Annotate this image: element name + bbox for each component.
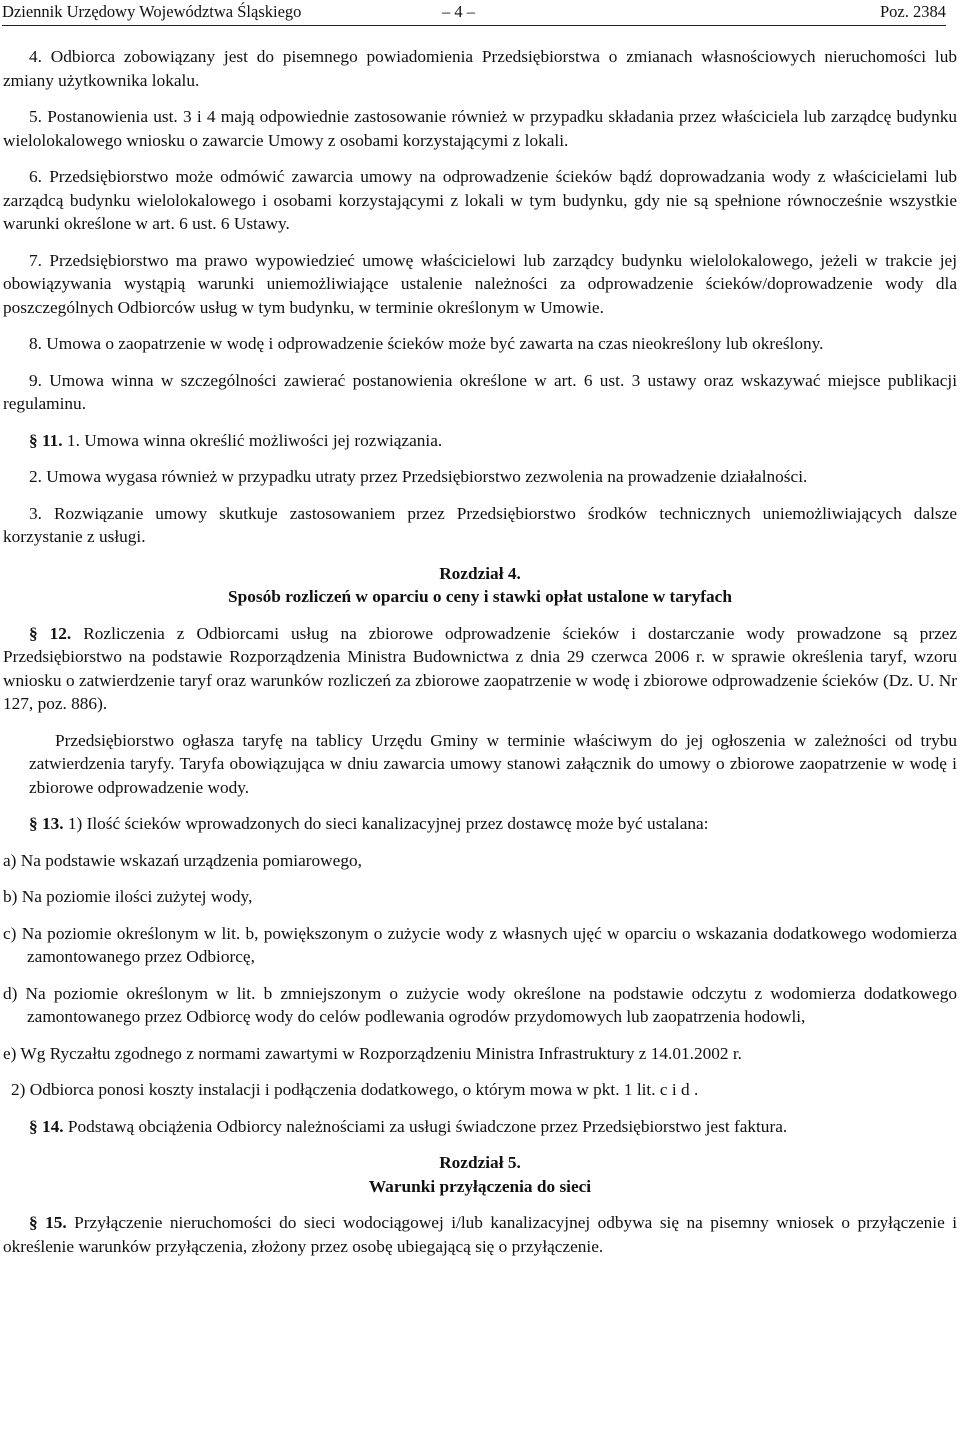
header-divider: [2, 25, 946, 26]
section-12-text: Rozliczenia z Odbiorcami usług na zbiorowe odprowadzenie ścieków i dostarczanie wody prowadzone są przez Przedsiębiorstwo na podstawie Rozporządzenia Ministra Budownictwa z dnia 29 czerwca 2006 r. w sprawie określenia taryf, wzoru wniosku o zatwierdzenie taryf oraz warunków rozliczeń za zbiorowe zaopatrzenie w wodę i zbiorowe odprowadzenie ścieków (Dz. U. Nr 127, poz. 886).: [3, 623, 957, 713]
section-13-item-e: e) Wg Ryczałtu zgodnego z normami zawartymi w Rozporządzeniu Ministra Infrastruktury z 14.01.2002 r.: [3, 1043, 742, 1063]
section-14-number: § 14.: [29, 1116, 64, 1136]
section-12-number: § 12.: [29, 623, 72, 643]
section-13-text: 1) Ilość ścieków wprowadzonych do sieci kanalizacyjnej przez dostawcę może być ustalana:: [63, 814, 709, 833]
section-14-text: Podstawą obciążenia Odbiorcy należnościami za usługi świadczone przez Przedsiębiorstwo jest faktura.: [63, 1116, 788, 1136]
section-11: [3, 429, 957, 453]
section-13-item-d: d) Na poziomie określonym w lit. b zmniejszonym o zużycie wody określone na podstawie odczytu z wodomierza dodatkowego zamontowanego przez Odbiorcę wody do celów podlewania ogrodów przydomowych lub zaopatrzenia hodowli,: [3, 983, 957, 1026]
section-15: [3, 1211, 957, 1258]
section-12: [3, 622, 957, 716]
paragraph-8: 8. Umowa o zaopatrzenie w wodę i odprowadzenie ścieków może być zawarta na czas nieokreślony lub określony.: [29, 334, 824, 353]
paragraph-7: 7. Przedsiębiorstwo ma prawo wypowiedzieć umowę właścicielowi lub zarządcy budynku wielolokalowego, jeżeli w trakcie jej obowiązywania wystąpią warunki uniemożliwiające ustalenie należności za odprowadzenie ścieków/doprowadzenie wody dla poszczególnych Odbiorców usług w tym budynku, w terminie określonym w Umowie.: [3, 250, 957, 317]
section-11-point-3: 3. Rozwiązanie umowy skutkuje zastosowaniem przez Przedsiębiorstwo środków technicznych uniemożliwiających dalsze korzystanie z usługi.: [3, 503, 957, 546]
chapter-4-subtitle: Sposób rozliczeń w oparciu o ceny i stawki opłat ustalone w taryfach: [228, 587, 732, 606]
section-12-paragraph-2: Przedsiębiorstwo ogłasza taryfę na tablicy Urzędu Gminy w terminie właściwym do jej ogłoszenia w zależności od trybu zatwierdzenia taryfy. Taryfa obowiązująca w dniu zawarcia umowy stanowi załącznik do umowy o zbiorowe zaopatrzenie w wodę i zbiorowe odprowadzenie wody.: [29, 730, 957, 797]
chapter-4-title: Rozdział 4.: [439, 563, 521, 583]
position-number: Poz. 2384: [880, 2, 946, 21]
paragraph-5: 5. Postanowienia ust. 3 i 4 mają odpowiednie zastosowanie również w przypadku składania przez właściciela lub zarządcę budynku wielolokalowego wniosku o zawarcie Umowy z osobami korzystającymi z lokali.: [3, 107, 957, 150]
chapter-5-subtitle: Warunki przyłączenia do sieci: [368, 1176, 592, 1196]
paragraph-4: 4. Odbiorca zobowiązany jest do pisemnego powiadomienia Przedsiębiorstwa o zmianach własnościowych nieruchomości lub zmiany użytkownika lokalu.: [3, 47, 957, 90]
section-13-item-b: b) Na poziomie ilości zużytej wody,: [3, 887, 253, 906]
section-15-text: Przyłączenie nieruchomości do sieci wodociągowej i/lub kanalizacyjnej odbywa się na pisemny wniosek o przyłączenie i określenie warunków przyłączenia, złożony przez osobę ubiegającą się o przyłączenie.: [3, 1213, 958, 1256]
chapter-4-heading: [3, 562, 957, 609]
section-14: [3, 1115, 957, 1139]
page-header: [2, 2, 946, 24]
paragraph-9: 9. Umowa winna w szczególności zawierać postanowienia określone w art. 6 ust. 3 ustawy oraz wskazywać miejsce publikacji regulaminu.: [3, 370, 957, 413]
page-number: – 4 –: [442, 2, 475, 21]
section-13-item-a: a) Na podstawie wskazań urządzenia pomiarowego,: [3, 850, 362, 870]
section-13: [3, 812, 957, 836]
section-13-number: § 13.: [29, 814, 64, 833]
section-11-point-2: 2. Umowa wygasa również w przypadku utraty przez Przedsiębiorstwo zezwolenia na prowadzenie działalności.: [29, 467, 808, 486]
section-11-text: 1. Umowa winna określić możliwości jej rozwiązania.: [62, 430, 443, 450]
section-11-number: § 11.: [29, 430, 63, 450]
journal-title: Dziennik Urzędowy Województwa Śląskiego: [2, 2, 302, 21]
section-15-number: § 15.: [29, 1213, 67, 1232]
document-body: [3, 45, 957, 1258]
paragraph-6: 6. Przedsiębiorstwo może odmówić zawarcia umowy na odprowadzenie ścieków bądź doprowadzania wody z właścicielami lub zarządcą budynku wielolokalowego i osobami korzystającymi z lokali w tym budynku, gdy nie są spełnione równocześnie wszystkie warunki określone w art. 6 ust. 6 Ustawy.: [3, 167, 957, 233]
chapter-5-title: Rozdział 5.: [439, 1153, 521, 1172]
section-13-item-c: c) Na poziomie określonym w lit. b, powiększonym o zużycie wody z własnych ujęć w oparciu o wskazania dodatkowego wodomierza zamontowanego przez Odbiorcę,: [3, 923, 957, 966]
chapter-5-heading: [3, 1151, 957, 1198]
section-13-point-2: 2) Odbiorca ponosi koszty instalacji i podłączenia dodatkowego, o którym mowa w pkt. 1 lit. c i d .: [11, 1080, 699, 1099]
